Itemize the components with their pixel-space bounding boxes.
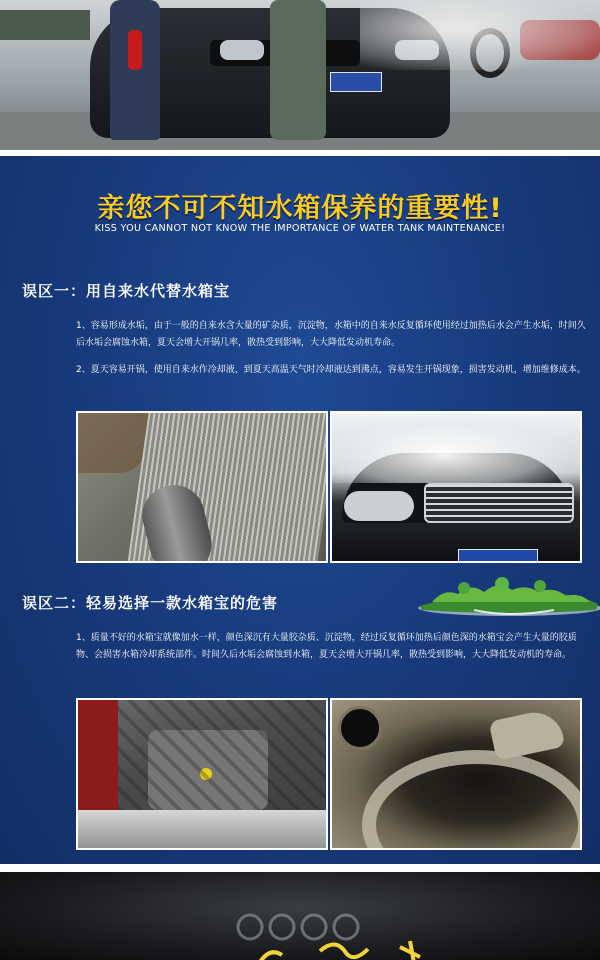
top-car-photo — [0, 0, 600, 150]
dirty-engine-bay-photo — [76, 698, 328, 850]
person-right — [270, 0, 326, 140]
section-1-title: 误区一：用自来水代替水箱宝 — [22, 282, 231, 300]
section-2-item-1: 1、质量不好的水箱宝就像加水一样，颜色深沉有大量胶杂质、沉淀物，经过反复循环加热后颜色深的水箱宝会产生大量的胶质物、会损害水箱冷却系统部件。时间久后水垢会腐蚀到水箱，夏天会增大开锅几率，散热受到影响，大大降低发动机的寿命。 — [76, 633, 577, 660]
section-1-item-2: 2、夏天容易开锅，使用自来水作冷却液，到夏天高温天气时冷却液达到沸点，容易发生开锅现象，损害发动机，增加维修成本。 — [76, 365, 586, 375]
metal-tab — [489, 707, 566, 761]
car-headlight — [344, 491, 414, 521]
bumper — [78, 810, 328, 850]
green-island-decoration — [414, 574, 600, 618]
headline: 亲您不可不知水箱保养的重要性! — [97, 193, 503, 224]
car-headlight-left — [220, 40, 264, 60]
license-plate — [330, 72, 382, 92]
steam — [360, 0, 600, 70]
tank-hole — [338, 706, 382, 750]
steam — [332, 413, 582, 483]
license-plate — [458, 549, 538, 563]
overheating-car-photo — [330, 411, 582, 563]
calligraphy-stroke-decoration — [250, 927, 450, 960]
section-2-title: 误区二：轻易选择一款水箱宝的危害 — [22, 594, 279, 612]
info-panel — [0, 156, 600, 864]
car-grille — [424, 483, 574, 523]
fire-extinguisher — [128, 30, 142, 70]
corroded-tank-photo — [330, 698, 582, 850]
person-left — [110, 0, 160, 140]
section-1-item-1: 1、容易形成水垢，由于一般的自来水含大量的矿杂质，沉淀物，水箱中的自来水反复循环使用经过加热后水会产生水垢，时间久后水垢会腐蚀水箱，夏天会增大开锅几率，散热受到影响，大大降低发动机寿命。 — [76, 321, 586, 348]
fence — [0, 10, 90, 40]
bottom-engine-banner — [0, 872, 600, 960]
rust-stain — [78, 413, 148, 473]
rusted-radiator-photo — [76, 411, 328, 563]
corroded-ring — [362, 750, 582, 850]
subheadline: KISS YOU CANNOT NOT KNOW THE IMPORTANCE OF WATER TANK MAINTENANCE! — [94, 223, 506, 234]
